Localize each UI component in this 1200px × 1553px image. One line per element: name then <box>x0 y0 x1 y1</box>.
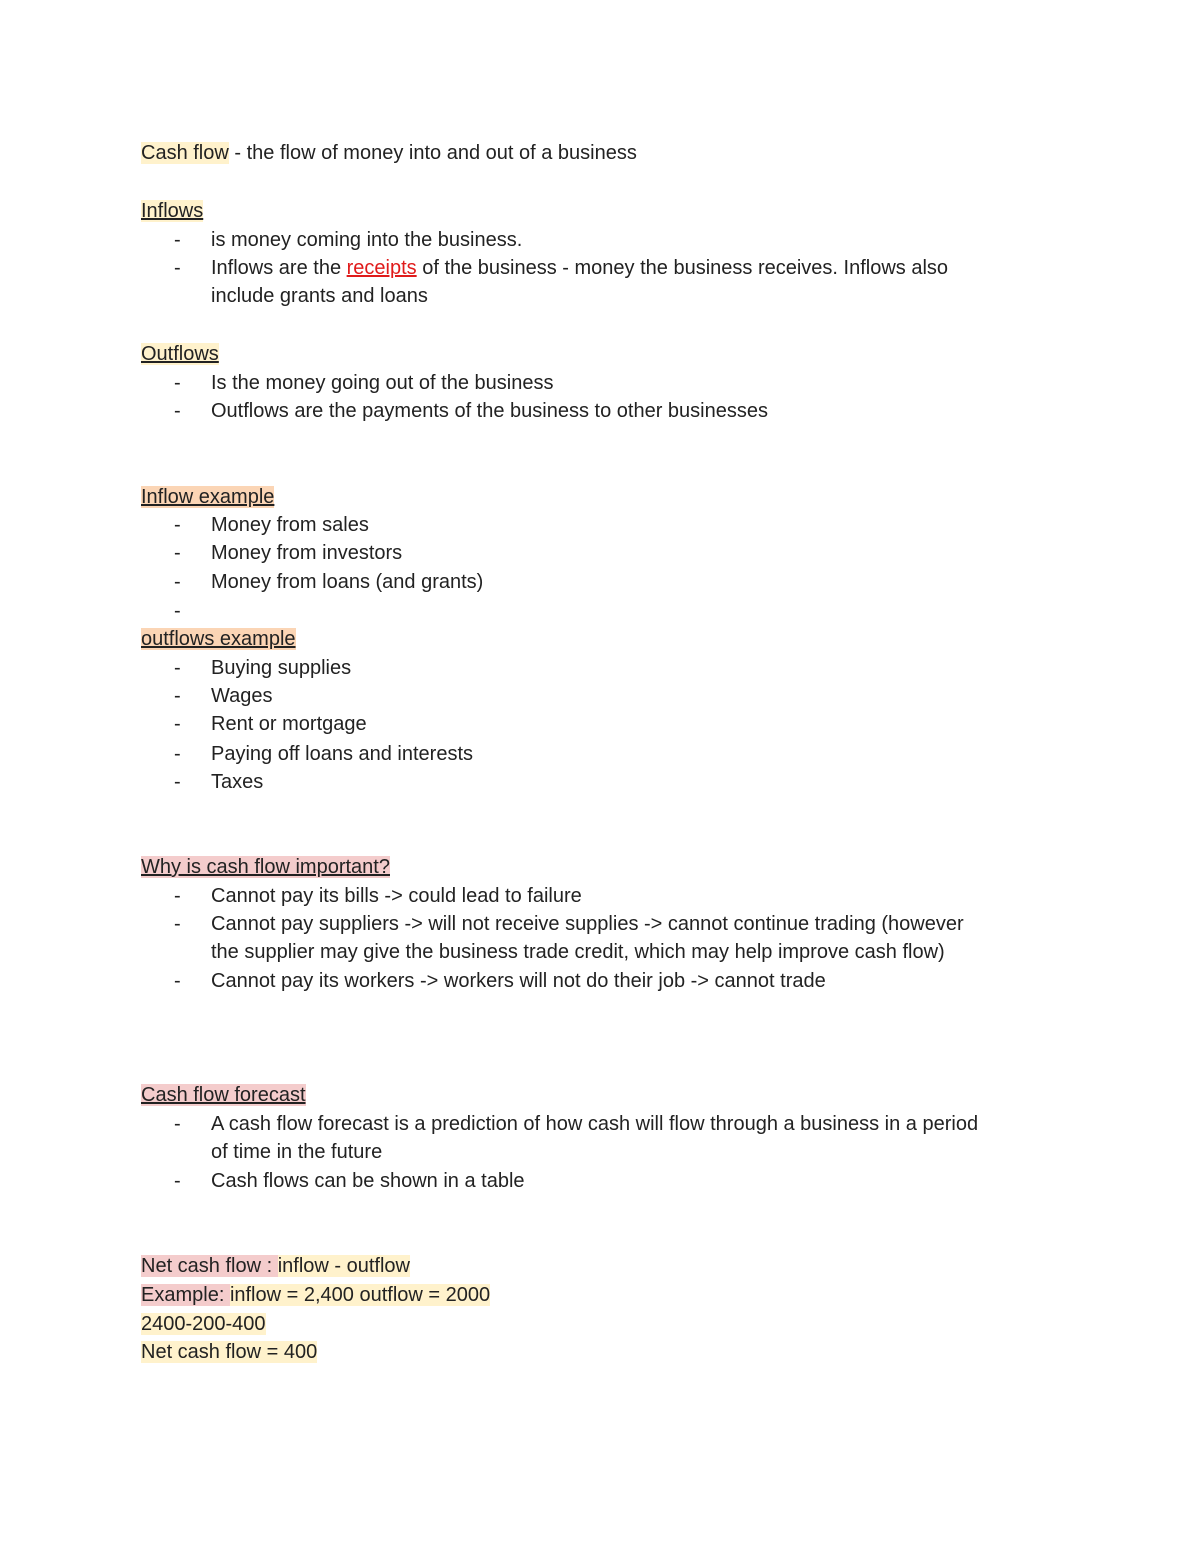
bullet-dash: - <box>174 885 181 907</box>
bullet-dash: - <box>174 229 181 251</box>
inflows-bullet-pre: Inflows are the <box>211 257 347 279</box>
bullet-dash: - <box>174 713 181 735</box>
calculation-text: 2400-200-400 <box>141 1313 266 1335</box>
outflows-heading-text: Outflows <box>141 343 219 365</box>
bullet-dash: - <box>174 970 181 992</box>
bullet-dash: - <box>174 600 181 622</box>
inflow-example-bullet-text: Money from loans (and grants) <box>211 571 484 593</box>
forecast-bullet-text: A cash flow forecast is a prediction of how cash will flow through a business in a period <box>211 1113 979 1135</box>
inflows-bullet-post: of the business - money the business receives. Inflows also <box>416 257 949 279</box>
inflows-bullet-text: is money coming into the business. <box>211 229 523 251</box>
outflows-example-bullet-text: Taxes <box>211 771 264 793</box>
bullet-dash: - <box>174 257 181 279</box>
importance-bullet-continuation: the supplier may give the business trade credit, which may help improve cash flow) <box>211 941 945 963</box>
bullet-dash: - <box>174 743 181 765</box>
importance-bullet-text: Cannot pay its workers -> workers will not do their job -> cannot trade <box>211 970 826 992</box>
forecast-bullet-continuation: of time in the future <box>211 1141 383 1163</box>
forecast-heading-text: Cash flow forecast <box>141 1084 306 1106</box>
outflows-example-bullet-text: Paying off loans and interests <box>211 743 474 765</box>
outflows-example-bullet-text: Wages <box>211 685 273 707</box>
bullet-dash: - <box>174 372 181 394</box>
receipts-link[interactable]: receipts <box>346 257 417 279</box>
outflows-heading <box>141 340 219 368</box>
bullet-dash: - <box>174 657 181 679</box>
net-cash-flow-result <box>141 1338 317 1366</box>
result-text: Net cash flow = 400 <box>141 1341 318 1363</box>
bullet-dash: - <box>174 1113 181 1135</box>
example-outflow: outflow = 2000 <box>359 1284 491 1306</box>
inflow-example-bullet-text: Money from sales <box>211 514 369 536</box>
example-inflow: inflow = 2,400 <box>229 1284 360 1306</box>
net-cash-flow-calculation <box>141 1310 266 1338</box>
inflow-example-heading <box>141 483 274 511</box>
inflow-example-heading-text: Inflow example <box>141 486 275 508</box>
bullet-dash: - <box>174 913 181 935</box>
forecast-heading <box>141 1081 306 1109</box>
outflows-example-heading <box>141 625 296 653</box>
importance-heading-text: Why is cash flow important? <box>141 856 390 878</box>
net-cash-flow-label: Net cash flow : <box>141 1255 278 1277</box>
importance-heading <box>141 853 390 881</box>
bullet-dash: - <box>174 400 181 422</box>
bullet-dash: - <box>174 1170 181 1192</box>
cash-flow-definition-text: - the flow of money into and out of a business <box>228 142 637 164</box>
outflows-example-bullet-text: Buying supplies <box>211 657 352 679</box>
net-cash-flow-formula-text: inflow - outflow <box>277 1255 410 1277</box>
inflows-heading <box>141 197 203 225</box>
inflows-bullet-continuation: include grants and loans <box>211 285 428 307</box>
bullet-dash: - <box>174 542 181 564</box>
net-cash-flow-example <box>141 1281 490 1309</box>
cash-flow-term: Cash flow <box>141 142 229 164</box>
inflows-bullet-text <box>211 254 948 282</box>
importance-bullet-text: Cannot pay suppliers -> will not receive supplies -> cannot continue trading (however <box>211 913 964 935</box>
outflows-bullet-text: Is the money going out of the business <box>211 372 554 394</box>
net-cash-flow-formula <box>141 1252 410 1280</box>
example-label: Example: <box>141 1284 230 1306</box>
outflows-example-heading-text: outflows example <box>141 628 296 650</box>
bullet-dash: - <box>174 514 181 536</box>
outflows-example-bullet-text: Rent or mortgage <box>211 713 367 735</box>
bullet-dash: - <box>174 771 181 793</box>
inflow-example-bullet-text: Money from investors <box>211 542 403 564</box>
importance-bullet-text: Cannot pay its bills -> could lead to failure <box>211 885 582 907</box>
bullet-dash: - <box>174 685 181 707</box>
inflows-heading-text: Inflows <box>141 200 204 222</box>
outflows-bullet-text: Outflows are the payments of the business to other businesses <box>211 400 768 422</box>
forecast-bullet-text: Cash flows can be shown in a table <box>211 1170 525 1192</box>
cash-flow-definition <box>141 139 637 167</box>
bullet-dash: - <box>174 571 181 593</box>
